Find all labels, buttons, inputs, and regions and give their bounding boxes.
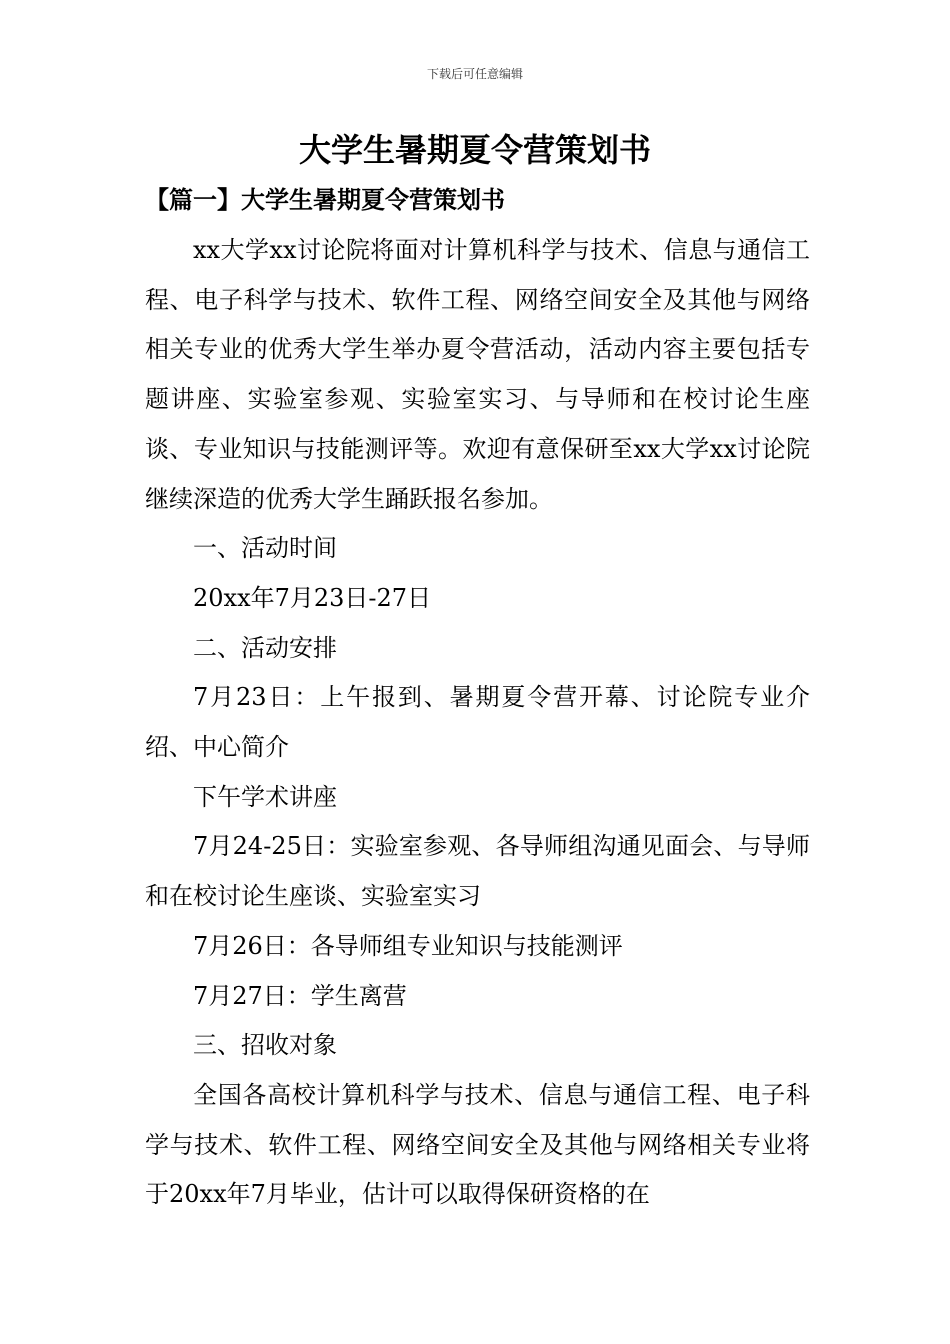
paragraph-heading-time: 一、活动时间 (193, 534, 337, 563)
paragraph-schedule-day2-3: 7月24-25日：实验室参观、各导师组沟通见面会、与导师和在校讨论生座谈、实验室实习 (145, 832, 810, 911)
paragraph-schedule-day5: 7月27日：学生离营 (193, 981, 407, 1010)
document-title: 大学生暑期夏令营策划书 (298, 131, 651, 169)
section-heading: 【篇一】大学生暑期夏令营策划书 (145, 185, 505, 214)
paragraph-heading-schedule: 二、活动安排 (193, 633, 337, 662)
document-body (145, 226, 810, 1220)
paragraph-schedule-day1: 7月23日：上午报到、暑期夏令营开幕、讨论院专业介绍、中心简介 (145, 683, 810, 762)
paragraph-target: 全国各高校计算机科学与技术、信息与通信工程、电子科学与技术、软件工程、网络空间安全及其他与网络相关专业将于20xx年7月毕业，估计可以取得保研资格的在 (145, 1080, 810, 1209)
paragraph-intro: xx大学xx讨论院将面对计算机科学与技术、信息与通信工程、电子科学与技术、软件工程、网络空间安全及其他与网络相关专业的优秀大学生举办夏令营活动，活动内容主要包括专题讲座、实验室参观、实验室实习、与导师和在校讨论生座谈、专业知识与技能测评等。欢迎有意保研至xx大学xx讨论院继续深造的优秀大学生踊跃报名参加。 (145, 236, 810, 513)
paragraph-schedule-day1-afternoon: 下午学术讲座 (193, 782, 337, 811)
paragraph-schedule-day4: 7月26日：各导师组专业知识与技能测评 (193, 931, 623, 960)
paragraph-time: 20xx年7月23日-27日 (193, 583, 432, 612)
paragraph-heading-target: 三、招收对象 (193, 1031, 337, 1060)
header-note: 下载后可任意编辑 (426, 67, 523, 81)
